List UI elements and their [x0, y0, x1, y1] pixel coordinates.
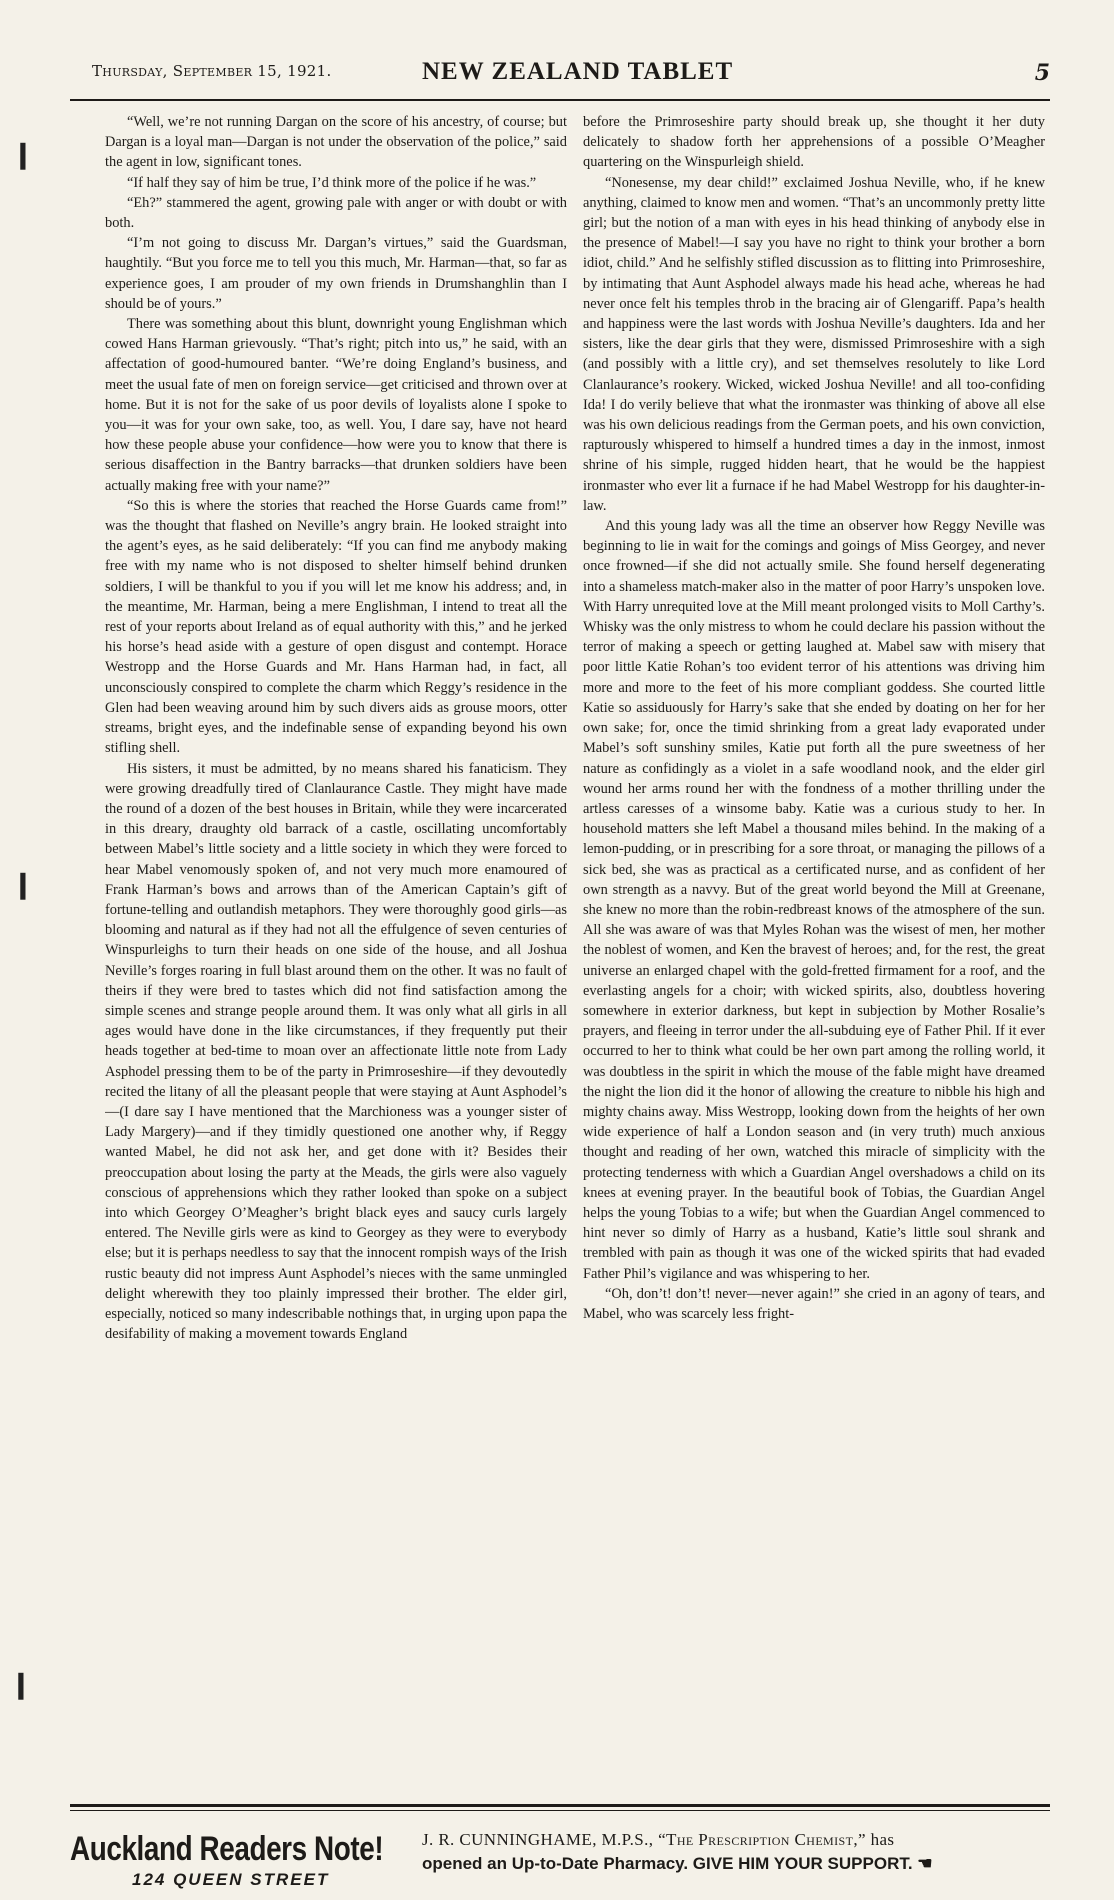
pharmacy-advertisement	[70, 1830, 1050, 1890]
margin-mark: ❙	[12, 870, 34, 900]
article-paragraph: “Nonesense, my dear child!” exclaimed Joshua Neville, who, if he knew anything, claimed to know men and women. “That’s an uncommonly pretty litte girl; but the notion of a man with eyes in his head thinking of anybody else in the presence of Mabel!—I say you have no right to think your brother a born idiot, child.” And he selfishly stifled discussion as to flitting into Primroseshire, by intimating that Aunt Asphodel always made his head ache, whereas he had never once felt his temples throb in the bracing air of Glengariff. Papa’s health and happiness were the last words with Joshua Neville’s daughters. Ida and her sisters, like the dear girls that they were, dismissed Primroseshire with a sigh (and possibly with a little cry), and set themselves resolutely to like Lord Clanlaurance’s rookery. Wicked, wicked Joshua Neville! and all too-confiding Ida! I do verily believe that what the ironmaster was thinking of above all else was his own delicious readings from the German poets, and his own conviction, rapturously whispered to himself a hundred times a day in the inmost, inmost shrine of his simple, rugged hidden heart, that he would be the happiest ironmaster who ever lit a furnace if he had Mabel Westropp for his daughter-in-law.	[583, 174, 1045, 514]
article-paragraph: His sisters, it must be admitted, by no means shared his fanaticism. They were growing dreadfully tired of Clanlaurance Castle. They might have made the round of a dozen of the best houses in Britain, while they were incarcerated in this dreary, draughty old barrack of a castle, oscillating uncomfortably between Mabel’s little society and a little society in which they were forced to hear Mabel venomously spoken of, and not very much more enamoured of Frank Harman’s bows and arrows than of the American Captain’s gift of fortune-telling and outlandish metaphors. They were thoroughly good girls—as blooming and natural as if they had not all the effulgence of seven centuries of Winspurleighs to turn their heads on one side of the house, and all Joshua Neville’s forges roaring in full blast around them on the other. It was no fault of theirs if they were bred to tastes which did not find satisfaction among the simple scenes and strange people around them. It was only what all girls in all ages would have done in the like circumstances, if they frequently put their heads together at bed-time to moan over an affectionate little note from Lady Asphodel pressing them to be of the party in Primroseshire—if they devoutedly recited the litany of all the pleasant people that were staying at Aunt Asphodel’s—(I dare say I have mentioned that the Marchioness was a younger sister of Lady Margery)—and if they timidly questioned one another why, if Reggy wanted Mabel, he did not ask her, and get done with it? Besides their preoccupation about losing the party at the Meads, the girls were also vaguely conscious of apprehensions which they rather looked than spoke on a subject into which Georgey O’Meagher’s bright black eyes and saucy curls largely entered. The Neville girls were as kind to Georgey as they were to everybody else; but it is perhaps needless to say that the innocent rompish ways of the Irish rustic beauty did not impress Aunt Asphodel’s nieces with the same unmingled delight wherewith they too plainly impressed their brother. The elder girl, especially, noticed so many indescribable nothings that, in urging upon papa the desifability of making a movement towards England	[105, 760, 567, 1343]
article-paragraph: “If half they say of him be true, I’d think more of the police if he was.”	[127, 174, 537, 191]
footer-rule-thin	[70, 1810, 1050, 1811]
article-paragraph: “Oh, don’t! don’t! never—never again!” she cried in an agony of tears, and Mabel, who was scarcely less fright-	[583, 1285, 1045, 1322]
article-paragraph: And this young lady was all the time an observer how Reggy Neville was beginning to lie in wait for the comings and goings of Miss Georgey, and never once frowned—if she did not actually smile. She found herself degenerating into a shameless match-maker also in the matter of poor Harry’s unspoken love. With Harry unrequited love at the Mill meant prolonged visits to Moll Carthy’s. Whisky was the only mistress to whom he could declare his passion without the terror of making a speech or getting laughed at. Mabel saw with misery that poor little Katie Rohan’s too evident terror of his attentions was driving him more and more to the feet of his more compliant goddess. She courted little Katie so assiduously for Harry’s sake that she ended by doating on her for her own sake; for, once the timid shrinking from a great lady evaporated under Mabel’s soft sunshiny smiles, Katie put forth all the pure sweetness of her nature as confidingly as a violet in a safe woodland nook, and the elder girl wound her arms round her with the fondness of a mother thrilling under the artless caresses of a winsome baby. Katie was a curious study to her. In household matters she left Mabel a thousand miles behind. In the making of a lemon-pudding, or in prescribing for a sore throat, or managing the pillows of a sick bed, she was as practical as a certificated nurse, and as confident of her own strength as a navvy. But of the great world beyond the Mill at Greenane, she knew no more than the robin-redbreast knows of the atmosphere of the sun. All she was aware of was that Myles Rohan was the wisest of men, her mother the noblest of women, and Ken the bravest of heroes; and, for the rest, the great universe an enlarged chapel with the gold-fretted firmament for a roof, and the everlasting angels for a choir; with wicked spirits, also, doubtless hovering somewhere in exterior darkness, but kept in subjection by Mother Rosalie’s prayers, and fleeing in terror under the all-subduing eye of Father Phil. If it ever occurred to her to think what could be her own part among the rolling world, it was doubtless in the spirit in which the mouse of the fable might have dreamed the night the lion did it the honor of allowing the creature to nibble his high and mighty chains away. Miss Westropp, looking down from the heights of her own wide experience of half a London season and (in very truth) much anxious thought and reading of her own, watched this miracle of simplicity with the protecting tenderness with which a Guardian Angel overshadows a child on its knees at evening prayer. In the beautiful book of Tobias, the Guardian Angel helps the young Tobias to a wife; but when the Guardian Angel commenced to hint never so dimly of Harry as a husband, Katie’s little soul shrank and trembled with pain as though it was one of the wicked spirits that had evaded Father Phil’s vigilance and was whispering to her.	[583, 518, 1045, 1282]
ad-chemist-name: J. R. CUNNINGHAME, M.P.S., “	[422, 1830, 667, 1849]
ad-line-2: opened an Up-to-Date Pharmacy. GIVE HIM YOUR SUPPORT. ☚	[422, 1854, 933, 1873]
article-paragraph: “So this is where the stories that reached the Horse Guards came from!” was the thought that flashed on Neville’s angry brain. He looked straight into the agent’s eyes, as he said deliberately: “If you can find me anybody making free with my name who is not disposed to shelter himself behind drunken soldiers, I will be thankful to you if you will let me know his address; and, in the meantime, Mr. Harman, being a mere Englishman, I intend to treat all the rest of your reports about Ireland as of equal authority with this,” and he jerked his horse’s head aside with a gesture of open disgust and contempt. Horace Westropp and the Horse Guards and Mr. Hans Harman had, in fact, all unconsciously conspired to complete the charm which Reggy’s residence in the Glen had been weaving around him by such divers aids as grouse moors, otter streams, bright eyes, and the indefinable sense of expanding beyond his own stifling shell.	[105, 497, 567, 757]
header-rule	[70, 99, 1050, 101]
article-paragraph: before the Primroseshire party should break up, she thought it her duty delicately to shadow forth her apprehensions of a possible O’Meagher quartering on the Winspurleigh shield.	[583, 114, 1045, 171]
ad-line-end: has	[865, 1830, 895, 1849]
newspaper-title: NEW ZEALAND TABLET	[422, 58, 734, 85]
article-paragraph: There was something about this blunt, downright young Englishman which cowed Hans Harman grievously. “That’s right; pitch into us,” he said, with an affectation of good-humoured banter. “We’re doing England’s business, and meet the usual fate of men on foreign service—get criticised and thrown over at home. But it is not for the sake of us poor devils of loyalists alone I spoke to you—it was for your own sake, too, as well. You, I dare say, have not heard how these people abuse your confidence—how were you to know that there is serious disaffection in the Bantry barracks—that drunken soldiers have been actually making free with your name?”	[105, 316, 567, 494]
margin-mark: ❙	[10, 1670, 32, 1700]
right-column	[583, 112, 1045, 1792]
footer-rule-thick	[70, 1804, 1050, 1807]
page-header	[70, 58, 1050, 98]
article-paragraph: “Eh?” stammered the agent, growing pale with anger or with doubt or with both.	[105, 194, 567, 232]
ad-line-1	[422, 1830, 894, 1850]
page-number: 5	[1034, 60, 1050, 86]
ad-address: 124 QUEEN STREET	[132, 1870, 330, 1889]
margin-mark: ❙	[12, 140, 34, 170]
article-paragraph: “I’m not going to discuss Mr. Dargan’s virtues,” said the Guardsman, haughtily. “But you force me to tell you this much, Mr. Harman—that, so far as experience goes, I am prouder of my own friends in Drumshanghlin than I should be of yours.”	[105, 235, 567, 312]
ad-headline: Auckland Readers Note!	[70, 1830, 384, 1868]
left-column	[105, 112, 567, 1792]
article-paragraph: “Well, we’re not running Dargan on the score of his ancestry, of course; but Dargan is a loyal man—Dargan is not under the observation of the police,” said the agent in low, significant tones.	[105, 114, 567, 171]
issue-date: Thursday, September 15, 1921.	[92, 62, 332, 80]
ad-tagline: The Prescription Chemist,”	[666, 1830, 866, 1849]
